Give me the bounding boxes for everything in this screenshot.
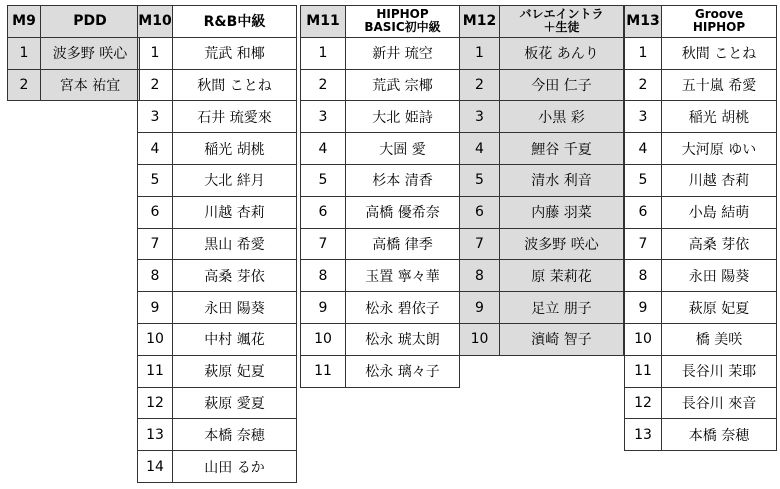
- student-name: 大圄 愛: [346, 133, 460, 165]
- class-title-line: R&B中級: [203, 14, 266, 31]
- student-name: 山田 るか: [173, 451, 297, 483]
- row-number: 14: [138, 451, 173, 483]
- row-number: 2: [301, 69, 346, 101]
- class-title: [173, 6, 297, 38]
- student-name: 高桑 芽依: [173, 260, 297, 292]
- class-title: [500, 6, 624, 38]
- row-number: 11: [301, 355, 346, 387]
- table-row: [138, 164, 297, 196]
- row-number: 7: [460, 228, 500, 260]
- row-number: 13: [138, 419, 173, 451]
- table-row: [625, 323, 777, 355]
- table-row: [138, 387, 297, 419]
- student-name: 板花 あんり: [500, 37, 624, 69]
- table-row: [8, 69, 140, 101]
- student-name: 小黒 彩: [500, 101, 624, 133]
- table-row: [625, 387, 777, 419]
- row-number: 5: [625, 164, 662, 196]
- student-name: 萩原 妃夏: [662, 292, 777, 324]
- row-number: 1: [301, 37, 346, 69]
- table-row: [301, 260, 460, 292]
- table-row: [301, 292, 460, 324]
- row-number: 4: [301, 133, 346, 165]
- table-row: [625, 355, 777, 387]
- row-number: 2: [460, 69, 500, 101]
- student-name: 萩原 愛夏: [173, 387, 297, 419]
- row-number: 5: [138, 164, 173, 196]
- student-name: 今田 仁子: [500, 69, 624, 101]
- table-row: [138, 133, 297, 165]
- student-name: 稲光 胡桃: [662, 101, 777, 133]
- table-row: [138, 37, 297, 69]
- table-row: [625, 196, 777, 228]
- table-row: [301, 164, 460, 196]
- row-number: 3: [301, 101, 346, 133]
- class-title-line: HIPHOP: [692, 20, 746, 35]
- table-row: [460, 323, 624, 355]
- student-name: 清水 利音: [500, 164, 624, 196]
- student-name: 杉本 清香: [346, 164, 460, 196]
- roster-table-m9: [7, 5, 140, 101]
- student-name: 鯉谷 千夏: [500, 133, 624, 165]
- student-name: 波多野 咲心: [41, 37, 140, 69]
- table-row: [138, 355, 297, 387]
- row-number: 9: [625, 292, 662, 324]
- class-title-line: バレエイントラ: [519, 7, 604, 22]
- table-row: [460, 196, 624, 228]
- table-row: [460, 164, 624, 196]
- row-number: 11: [625, 355, 662, 387]
- row-number: 6: [460, 196, 500, 228]
- student-name: 松永 琥太朗: [346, 323, 460, 355]
- student-name: 黒山 希愛: [173, 228, 297, 260]
- student-name: 長谷川 來音: [662, 387, 777, 419]
- table-row: [625, 164, 777, 196]
- table-row: [138, 451, 297, 483]
- table-row: [8, 37, 140, 69]
- table-row: [625, 37, 777, 69]
- class-title-line: Groove: [694, 7, 744, 22]
- student-name: 中村 颯花: [173, 323, 297, 355]
- student-name: 松永 璃々子: [346, 355, 460, 387]
- table-row: [460, 133, 624, 165]
- row-number: 2: [625, 69, 662, 101]
- table-row: [138, 419, 297, 451]
- class-title: [346, 6, 460, 38]
- table-row: [460, 69, 624, 101]
- class-code: M11: [301, 6, 346, 38]
- roster-table-m13: [624, 5, 777, 451]
- student-name: 永田 陽葵: [662, 260, 777, 292]
- table-row: [138, 323, 297, 355]
- row-number: 12: [625, 387, 662, 419]
- row-number: 9: [460, 292, 500, 324]
- class-code: M13: [625, 6, 662, 38]
- roster-table-m10: [137, 5, 297, 483]
- row-number: 3: [625, 101, 662, 133]
- row-number: 6: [625, 196, 662, 228]
- table-row: [301, 37, 460, 69]
- table-row: [138, 292, 297, 324]
- row-number: 1: [8, 37, 41, 69]
- class-code: M12: [460, 6, 500, 38]
- table-row: [138, 228, 297, 260]
- student-name: 川越 杏莉: [662, 164, 777, 196]
- student-name: 大北 姫詩: [346, 101, 460, 133]
- row-number: 2: [138, 69, 173, 101]
- table-row: [301, 196, 460, 228]
- student-name: 新井 琉空: [346, 37, 460, 69]
- row-number: 7: [138, 228, 173, 260]
- student-name: 橋 美咲: [662, 323, 777, 355]
- row-number: 10: [138, 323, 173, 355]
- student-name: 大北 絆月: [173, 164, 297, 196]
- class-code: M9: [8, 6, 41, 38]
- table-row: [625, 133, 777, 165]
- table-row: [138, 196, 297, 228]
- row-number: 5: [460, 164, 500, 196]
- row-number: 10: [460, 323, 500, 355]
- student-name: 大河原 ゆい: [662, 133, 777, 165]
- row-number: 6: [301, 196, 346, 228]
- row-number: 8: [625, 260, 662, 292]
- table-row: [625, 228, 777, 260]
- student-name: 小島 結萌: [662, 196, 777, 228]
- class-title-line: HIPHOP: [376, 7, 429, 22]
- student-name: 萩原 妃夏: [173, 355, 297, 387]
- student-name: 濱崎 智子: [500, 323, 624, 355]
- roster-table-m12: [459, 5, 624, 356]
- row-number: 9: [301, 292, 346, 324]
- table-row: [625, 69, 777, 101]
- student-name: 原 茉莉花: [500, 260, 624, 292]
- student-name: 高橋 優希奈: [346, 196, 460, 228]
- row-number: 3: [138, 101, 173, 133]
- row-number: 1: [625, 37, 662, 69]
- row-number: 3: [460, 101, 500, 133]
- class-title-line: BASIC初中級: [364, 20, 441, 35]
- student-name: 本橋 奈穂: [662, 419, 777, 451]
- student-name: 永田 陽葵: [173, 292, 297, 324]
- row-number: 10: [625, 323, 662, 355]
- row-number: 8: [301, 260, 346, 292]
- table-row: [625, 101, 777, 133]
- row-number: 9: [138, 292, 173, 324]
- student-name: 玉置 寧々華: [346, 260, 460, 292]
- student-name: 長谷川 茉耶: [662, 355, 777, 387]
- table-row: [301, 323, 460, 355]
- student-name: 内藤 羽菜: [500, 196, 624, 228]
- row-number: 11: [138, 355, 173, 387]
- table-row: [138, 101, 297, 133]
- class-title-line: PDD: [73, 13, 107, 30]
- student-name: 川越 杏莉: [173, 196, 297, 228]
- row-number: 8: [460, 260, 500, 292]
- row-number: 1: [138, 37, 173, 69]
- row-number: 2: [8, 69, 41, 101]
- student-name: 荒武 和椰: [173, 37, 297, 69]
- row-number: 4: [138, 133, 173, 165]
- row-number: 5: [301, 164, 346, 196]
- student-name: 宮本 祐宜: [41, 69, 140, 101]
- class-title: [662, 6, 777, 38]
- student-name: 荒武 宗椰: [346, 69, 460, 101]
- table-row: [301, 228, 460, 260]
- row-number: 4: [460, 133, 500, 165]
- table-row: [460, 228, 624, 260]
- table-row: [625, 292, 777, 324]
- table-row: [625, 419, 777, 451]
- table-row: [460, 101, 624, 133]
- student-name: 五十嵐 希愛: [662, 69, 777, 101]
- table-row: [301, 133, 460, 165]
- student-name: 秋間 ことね: [662, 37, 777, 69]
- row-number: 6: [138, 196, 173, 228]
- student-name: 秋間 ことね: [173, 69, 297, 101]
- row-number: 1: [460, 37, 500, 69]
- row-number: 8: [138, 260, 173, 292]
- student-name: 高橋 律季: [346, 228, 460, 260]
- row-number: 12: [138, 387, 173, 419]
- roster-table-m11: [300, 5, 460, 388]
- table-row: [301, 101, 460, 133]
- student-name: 石井 琉愛來: [173, 101, 297, 133]
- row-number: 13: [625, 419, 662, 451]
- table-row: [625, 260, 777, 292]
- table-row: [138, 260, 297, 292]
- student-name: 足立 朋子: [500, 292, 624, 324]
- table-row: [301, 355, 460, 387]
- row-number: 7: [625, 228, 662, 260]
- row-number: 4: [625, 133, 662, 165]
- student-name: 高桑 芽依: [662, 228, 777, 260]
- table-row: [460, 292, 624, 324]
- table-row: [301, 69, 460, 101]
- student-name: 本橋 奈穂: [173, 419, 297, 451]
- student-name: 松永 碧依子: [346, 292, 460, 324]
- table-row: [460, 37, 624, 69]
- class-title-line: ＋生徒: [543, 20, 580, 35]
- row-number: 10: [301, 323, 346, 355]
- row-number: 7: [301, 228, 346, 260]
- table-row: [460, 260, 624, 292]
- student-name: 稲光 胡桃: [173, 133, 297, 165]
- class-code: M10: [138, 6, 173, 38]
- table-row: [138, 69, 297, 101]
- class-title: [41, 6, 140, 38]
- student-name: 波多野 咲心: [500, 228, 624, 260]
